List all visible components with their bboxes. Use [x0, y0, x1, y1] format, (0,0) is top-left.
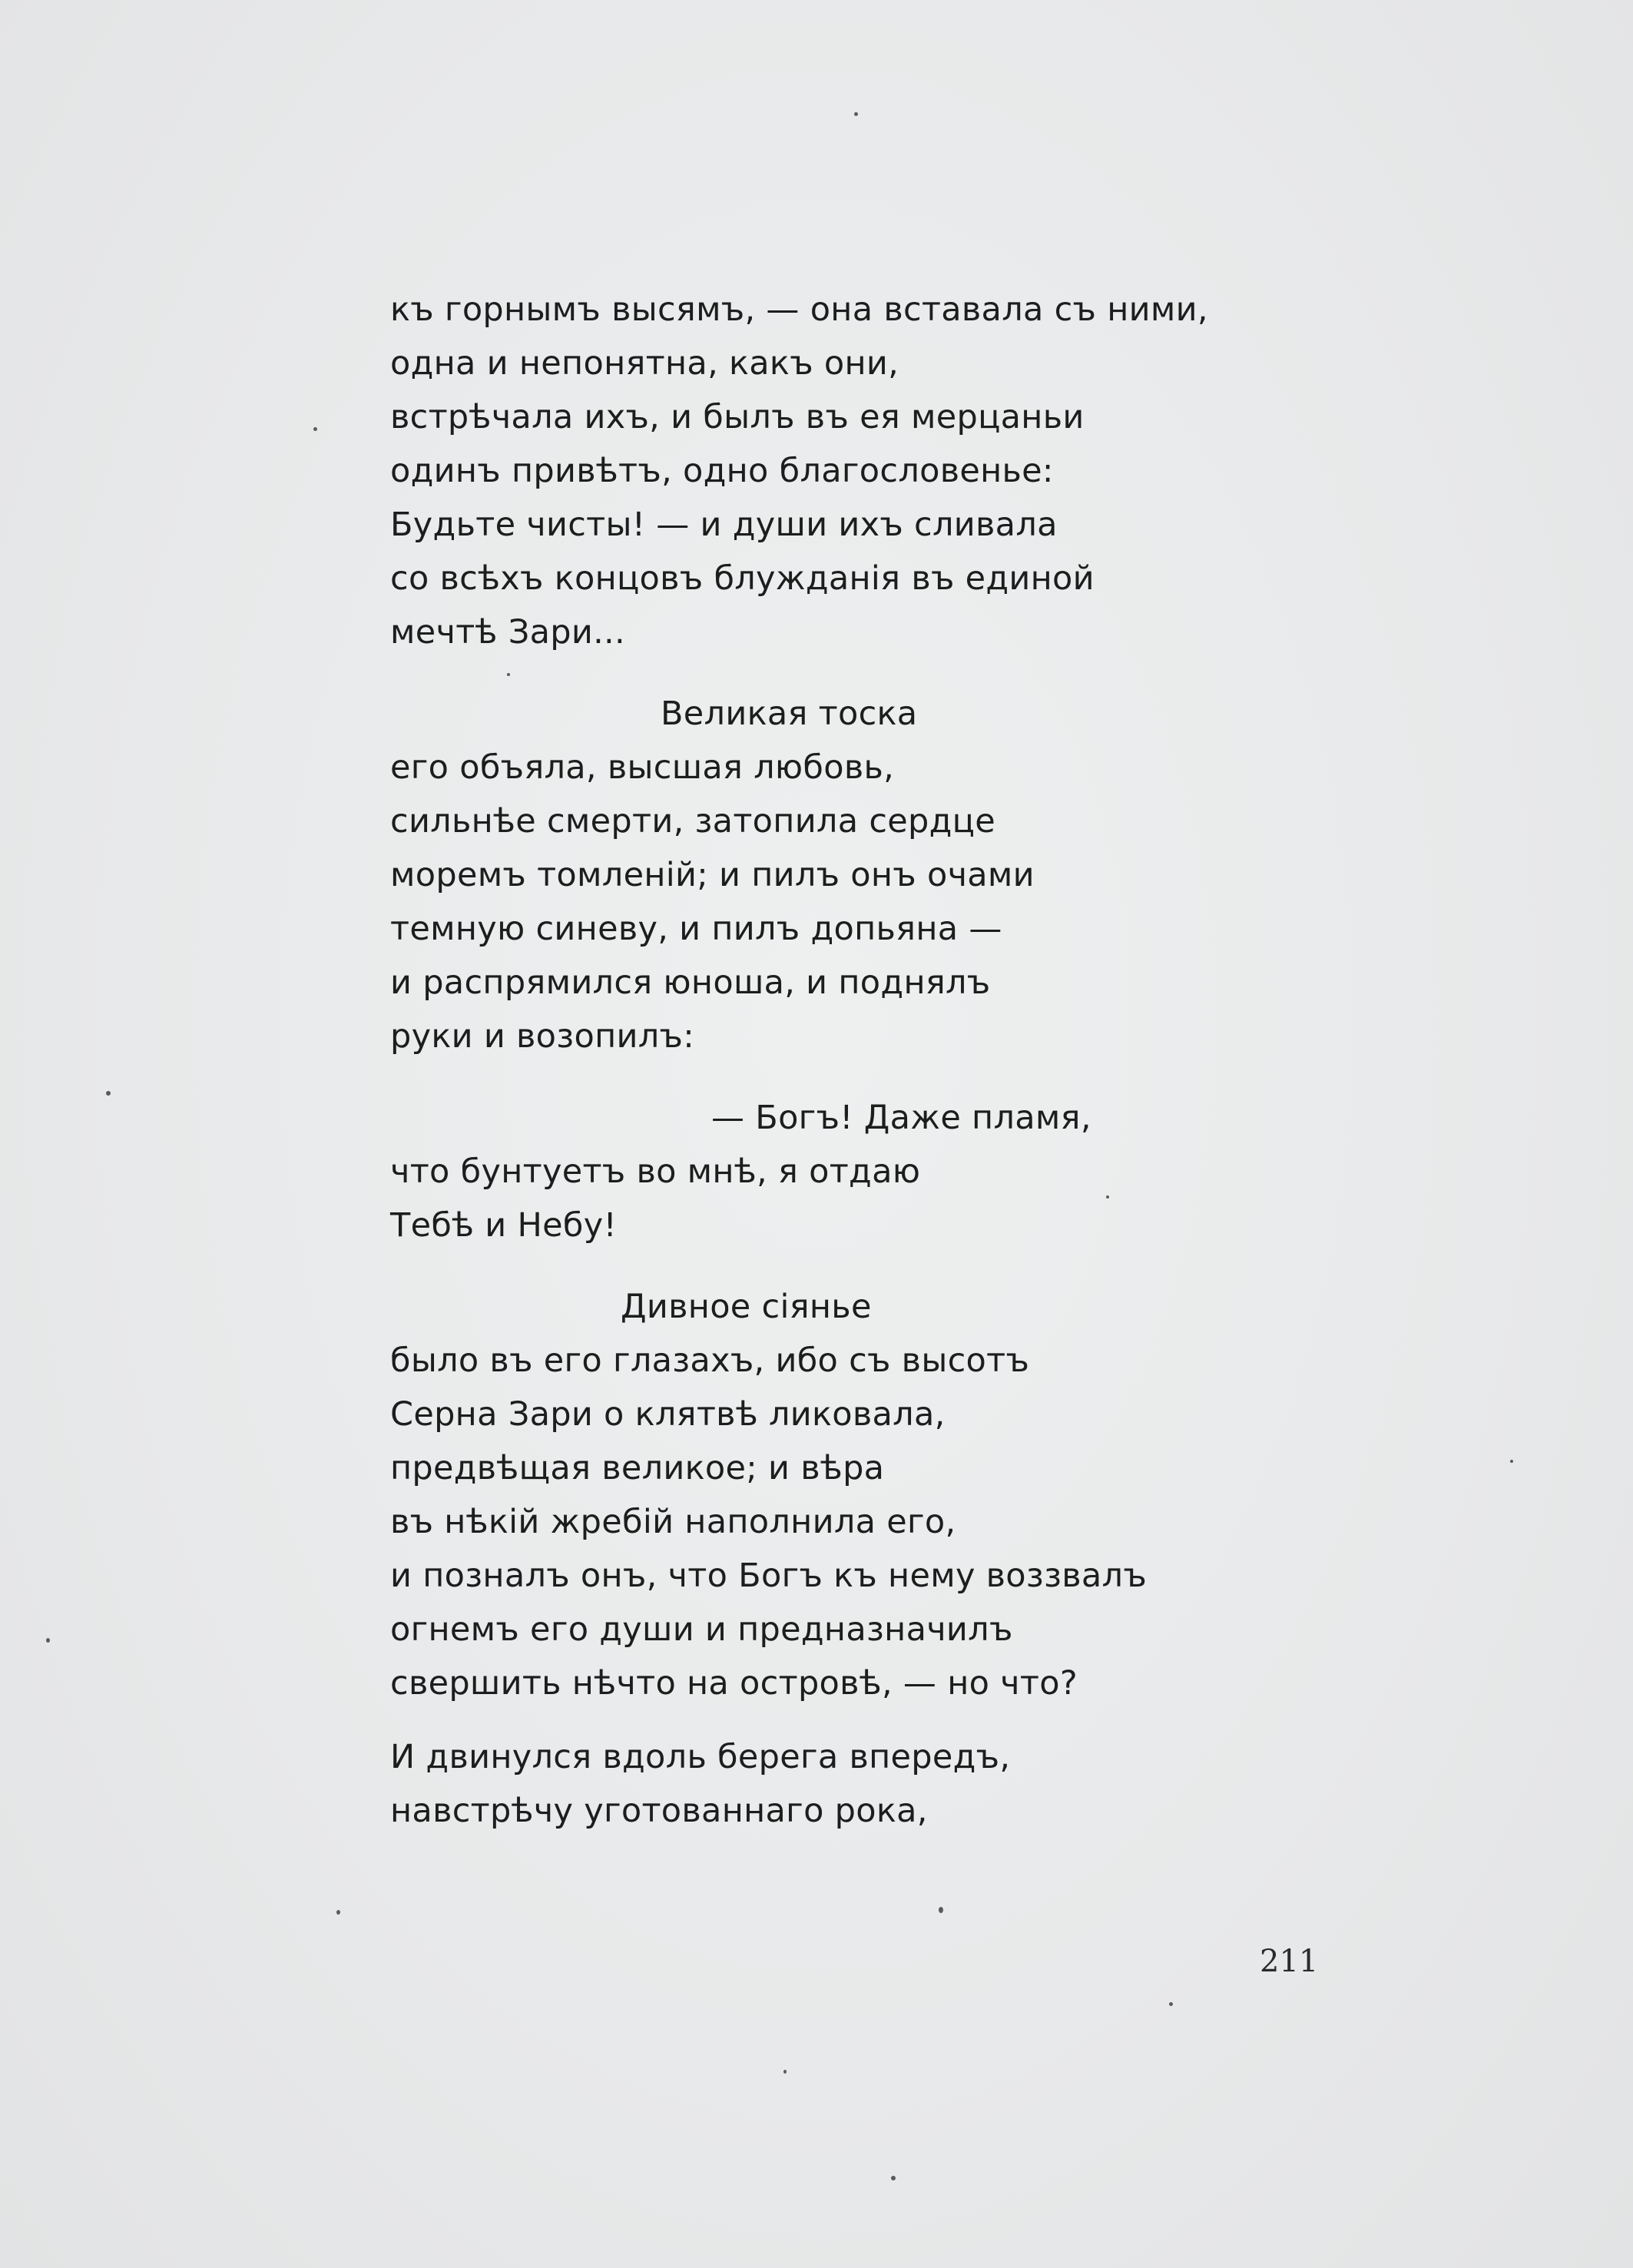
stanza-gap	[390, 659, 1312, 687]
poem-line: мечтѣ Зари...	[390, 613, 625, 652]
paper-speck	[1510, 1460, 1513, 1463]
poem-line: И двинулся вдоль берега впередъ,	[390, 1738, 1011, 1776]
paper-speck	[1169, 2002, 1173, 2006]
poem-line: къ горнымъ высямъ, — она вставала съ ними,	[390, 290, 1208, 329]
poem-text	[390, 283, 1312, 1838]
poem-line: предвѣщая великое; и вѣра	[390, 1449, 885, 1487]
stanza	[390, 283, 1312, 659]
poem-line: его объяла, высшая любовь,	[390, 748, 895, 787]
paper-speck	[46, 1638, 50, 1643]
poem-line: Дивное сіянье	[621, 1288, 872, 1326]
paper-speck	[106, 1091, 111, 1096]
poem-line: Будьте чисты! — и души ихъ сливала	[390, 506, 1058, 544]
poem-line: руки и возопилъ:	[390, 1017, 694, 1056]
poem-line: было въ его глазахъ, ибо съ высотъ	[390, 1341, 1030, 1380]
paper-speck	[507, 673, 510, 676]
poem-line: одна и непонятна, какъ они,	[390, 344, 899, 383]
paper-speck	[854, 112, 858, 116]
stanza	[390, 687, 1312, 1063]
poem-line: что бунтуетъ во мнѣ, я отдаю	[390, 1152, 921, 1191]
poem-line: навстрѣчу уготованнаго рока,	[390, 1792, 928, 1830]
poem-line: Серна Зари о клятвѣ ликовала,	[390, 1395, 946, 1434]
paper-speck	[939, 1907, 943, 1913]
poem-line: сильнѣе смерти, затопила сердце	[390, 802, 995, 841]
poem-line: и распрямился юноша, и поднялъ	[390, 963, 991, 1002]
poem-line: Тебѣ и Небу!	[390, 1206, 618, 1245]
poem-line: — Богъ! Даже пламя,	[711, 1099, 1091, 1137]
stanza	[390, 1091, 1312, 1252]
poem-line: встрѣчала ихъ, и былъ въ ея мерцаньи	[390, 398, 1085, 436]
stanza	[390, 1280, 1312, 1710]
poem-line: въ нѣкій жребій наполнила его,	[390, 1503, 956, 1541]
poem-line: огнемъ его души и предназначилъ	[390, 1610, 1013, 1649]
poem-line: моремъ томленій; и пилъ онъ очами	[390, 856, 1035, 894]
paper-speck	[1106, 1195, 1109, 1199]
paper-speck	[891, 2176, 896, 2180]
paper-speck	[336, 1910, 340, 1915]
paper-speck	[313, 427, 317, 431]
poem-line: Великая тоска	[661, 695, 918, 733]
poem-line: и позналъ онъ, что Богъ къ нему воззвалъ	[390, 1557, 1148, 1595]
paper-speck	[783, 2070, 787, 2074]
stanza-gap	[390, 1063, 1312, 1091]
stanza-gap	[390, 1710, 1312, 1730]
stanza	[390, 1730, 1312, 1838]
poem-line: свершить нѣчто на островѣ, — но что?	[390, 1664, 1078, 1703]
stanza-gap	[390, 1252, 1312, 1280]
page-number: 211	[1260, 1944, 1319, 1979]
poem-line: темную синеву, и пилъ допьяна —	[390, 910, 1002, 948]
poem-line: со всѣхъ концовъ блужданія въ единой	[390, 559, 1095, 598]
poem-line: одинъ привѣтъ, одно благословенье:	[390, 452, 1054, 490]
